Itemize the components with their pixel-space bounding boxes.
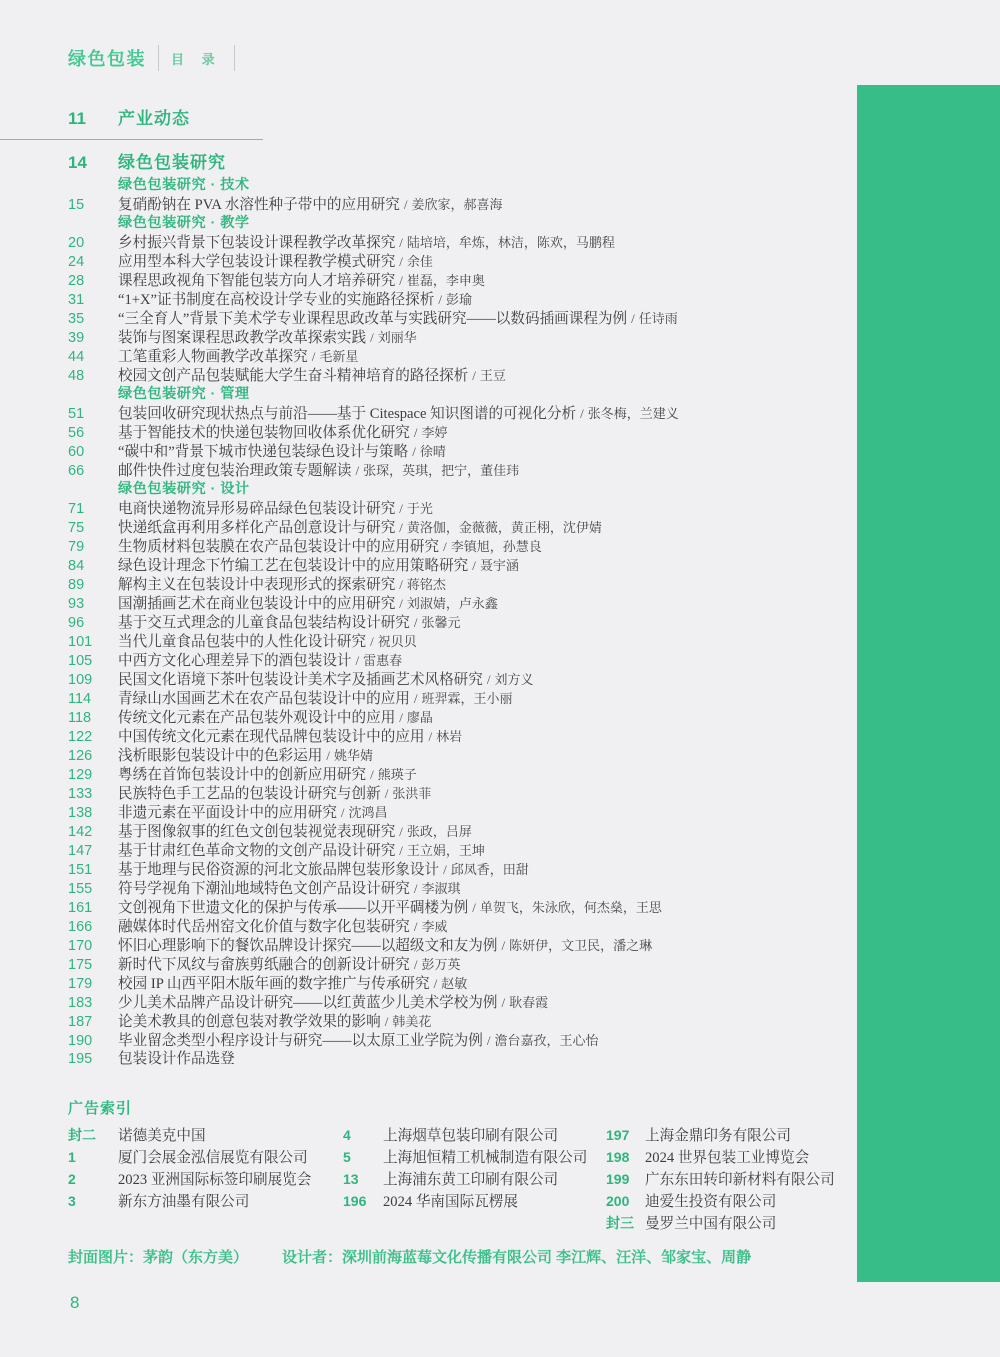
title-author-separator: / xyxy=(486,672,491,687)
toc-entry-authors: 彭万英 xyxy=(421,957,461,972)
toc-entry-authors: 班羿霖，王小丽 xyxy=(421,691,513,706)
toc-entry-authors: 廖晶 xyxy=(406,710,433,725)
toc-entry-authors: 李镇旭，孙慧良 xyxy=(450,539,542,554)
title-author-separator: / xyxy=(399,273,403,288)
toc-entry-authors: 李婷 xyxy=(421,425,448,440)
toc-category-label: 绿色包装研究 · 教学 xyxy=(118,215,250,231)
toc-page-number: 66 xyxy=(68,463,85,479)
title-author-separator: / xyxy=(311,349,316,364)
toc-entry-authors: 毛新星 xyxy=(319,349,359,364)
title-author-separator: / xyxy=(472,900,476,915)
toc-entry-title: 工笔重彩人物画教学改革探究 xyxy=(118,349,308,365)
ad-company-name: 2024 世界包装工业博览会 xyxy=(645,1150,810,1166)
toc-entry-authors: 任诗雨 xyxy=(638,311,678,326)
toc-entry xyxy=(68,423,848,442)
toc-entry xyxy=(68,404,848,423)
toc-entry-title: 少儿美术品牌产品设计研究——以红黄蓝少儿美术学校为例 xyxy=(118,995,498,1011)
title-author-separator: / xyxy=(399,501,403,516)
title-author-separator: / xyxy=(399,824,403,839)
ad-index-entry xyxy=(68,1190,311,1212)
toc-entry-title: 快递纸盒再利用多样化产品创意设计与研究 xyxy=(118,520,396,536)
toc-page-number: 118 xyxy=(68,710,92,726)
toc-entry-authors: 王立娟，王坤 xyxy=(406,843,485,858)
toc-entry xyxy=(68,784,848,803)
toc-page-number: 101 xyxy=(68,634,93,650)
toc-entry xyxy=(68,879,848,898)
toc-entry xyxy=(68,252,848,271)
toc-entry xyxy=(68,613,848,632)
toc-entry-authors: 张冬梅，兰建义 xyxy=(587,406,679,421)
toc-entry-title: 符号学视角下潮汕地域特色文创产品设计研究 xyxy=(118,881,410,897)
toc-entry xyxy=(68,651,848,670)
toc-entry xyxy=(68,461,848,480)
toc-entry xyxy=(68,271,848,290)
toc-entry-title: 课程思政视角下智能包装方向人才培养研究 xyxy=(118,273,396,289)
ad-index-entry xyxy=(68,1146,311,1168)
toc-entry-title: 基于智能技术的快递包装物回收体系优化研究 xyxy=(118,425,410,441)
toc-page-number: 155 xyxy=(68,881,93,897)
title-author-separator: / xyxy=(340,805,345,820)
toc-entry-title: 包装回收研究现状热点与前沿——基于 Citespace 知识图谱的可视化分析 xyxy=(118,406,577,422)
title-author-separator: / xyxy=(580,406,584,421)
toc-entry xyxy=(68,309,848,328)
toc-entry xyxy=(68,518,848,537)
toc-page-number: 31 xyxy=(68,292,85,308)
toc-entry-authors: 陆培培，牟炼，林洁，陈欢，马鹏程 xyxy=(406,235,615,250)
toc-entry xyxy=(68,917,848,936)
toc-entry-title: 青绿山水国画艺术在农产品包装设计中的应用 xyxy=(118,691,410,707)
title-author-separator: / xyxy=(370,330,374,345)
toc-entry-title: 国潮插画艺术在商业包装设计中的应用研究 xyxy=(118,596,396,612)
ad-company-name: 上海浦东黄工印刷有限公司 xyxy=(383,1172,559,1188)
toc-entry xyxy=(68,974,848,993)
title-author-separator: / xyxy=(501,938,506,953)
toc-entry-title: 粤绣在首饰包装设计中的创新应用研究 xyxy=(118,767,367,783)
toc-entry-title: 浅析眼影包装设计中的色彩运用 xyxy=(118,748,323,764)
ad-page-number: 198 xyxy=(606,1149,630,1165)
toc-entry-title: 中国传统文化元素在现代品牌包装设计中的应用 xyxy=(118,729,425,745)
toc-label: 目 录 xyxy=(171,51,222,67)
toc-category-label: 绿色包装研究 · 管理 xyxy=(118,386,250,402)
toc-page-number: 79 xyxy=(68,539,85,555)
toc-section-title: 绿色包装研究 xyxy=(118,153,226,172)
toc-entry xyxy=(68,556,848,575)
toc-entry-title: 复硝酚钠在 PVA 水溶性种子带中的应用研究 xyxy=(118,197,400,213)
toc-entry xyxy=(68,746,848,765)
toc-entry-authors: 张馨元 xyxy=(421,615,461,630)
toc-category-label: 绿色包装研究 · 设计 xyxy=(118,481,250,497)
toc-page-number: 166 xyxy=(68,919,93,935)
toc-entry-authors: 刘方义 xyxy=(494,672,534,687)
toc-entry xyxy=(68,195,848,214)
toc-entry xyxy=(68,708,848,727)
toc-entry xyxy=(68,670,848,689)
toc-entry-title: 论美术教具的创意包装对教学效果的影响 xyxy=(118,1014,381,1030)
green-accent-block xyxy=(857,85,1000,1282)
toc-page-number: 183 xyxy=(68,995,93,1011)
toc-category-label: 绿色包装研究 · 技术 xyxy=(118,177,250,193)
toc-entry-authors: 余佳 xyxy=(406,254,433,269)
toc-entry-authors: 姜欣家，郝喜海 xyxy=(411,197,503,212)
title-author-separator: / xyxy=(631,311,635,326)
toc-page-number: 138 xyxy=(68,805,93,821)
title-author-separator: / xyxy=(486,1033,491,1048)
title-author-separator: / xyxy=(355,653,360,668)
toc-entry xyxy=(68,442,848,461)
toc-page-number: 39 xyxy=(68,330,85,346)
toc-entry-authors: 熊瑛子 xyxy=(377,767,417,782)
ad-index-column-2 xyxy=(343,1124,587,1212)
page-number: 8 xyxy=(70,1293,80,1312)
title-author-separator: / xyxy=(413,691,418,706)
toc-page-number: 35 xyxy=(68,311,85,327)
toc-entry-title: 怀旧心理影响下的餐饮品牌设计探究——以超级文和友为例 xyxy=(118,938,498,954)
toc-entry-title: 毕业留念类型小程序设计与研究——以太原工业学院为例 xyxy=(118,1033,483,1049)
toc-page-number: 105 xyxy=(68,653,93,669)
toc-entry-authors: 澹台嘉孜，王心怡 xyxy=(494,1033,599,1048)
toc-page-number: 109 xyxy=(68,672,93,688)
title-author-separator: / xyxy=(413,615,418,630)
toc-entry xyxy=(68,499,848,518)
toc-page-number: 84 xyxy=(68,558,85,574)
toc-entry-title: 应用型本科大学包装设计课程教学模式研究 xyxy=(118,254,396,270)
cover-credit: 封面图片：茅韵（东方美） xyxy=(68,1249,249,1266)
ad-index-entry xyxy=(606,1168,835,1190)
ad-index-entry xyxy=(68,1124,311,1146)
toc-page-number: 151 xyxy=(68,862,93,878)
toc-entry xyxy=(68,689,848,708)
ad-company-name: 广东东田转印新材料有限公司 xyxy=(645,1172,835,1188)
toc-entry xyxy=(68,347,848,366)
title-author-separator: / xyxy=(399,235,403,250)
toc-entry-authors: 黄洛伽，金薇薇，黄正栩，沈伊婧 xyxy=(406,520,602,535)
ad-company-name: 曼罗兰中国有限公司 xyxy=(645,1216,777,1232)
toc-page-number: 129 xyxy=(68,767,93,783)
toc-entry-authors: 张洪菲 xyxy=(392,786,432,801)
ad-company-name: 上海旭恒精工机械制造有限公司 xyxy=(383,1150,588,1166)
toc-page-number: 89 xyxy=(68,577,85,593)
title-author-separator: / xyxy=(443,862,447,877)
toc-entry-title: 电商快递物流异形易碎品绿色包装设计研究 xyxy=(118,501,396,517)
title-author-separator: / xyxy=(403,197,408,212)
toc-page-number: 187 xyxy=(68,1014,93,1030)
toc-entry xyxy=(68,1012,848,1031)
toc-entry-authors: 张政，吕屏 xyxy=(406,824,472,839)
toc-entry-authors: 沈鸿昌 xyxy=(348,805,388,820)
toc-page-number: 142 xyxy=(68,824,93,840)
toc-entry-authors: 崔磊，李申奥 xyxy=(406,273,485,288)
toc-entry-title: “三全育人”背景下美术学专业课程思政改革与实践研究——以数码插画课程为例 xyxy=(118,311,628,327)
toc-entry xyxy=(68,803,848,822)
toc-entry xyxy=(68,898,848,917)
ad-index-entry xyxy=(68,1168,311,1190)
toc-entry xyxy=(68,328,848,347)
toc-page-number: 60 xyxy=(68,444,85,460)
toc-entry xyxy=(68,727,848,746)
toc-page-number: 28 xyxy=(68,273,85,289)
ad-page-number: 1 xyxy=(68,1149,76,1165)
toc-entry-authors: 赵敏 xyxy=(441,976,468,991)
header-divider xyxy=(234,45,235,71)
ad-index-entry xyxy=(343,1146,587,1168)
toc-page-number: 96 xyxy=(68,615,85,631)
toc-entry xyxy=(68,1050,848,1069)
ad-company-name: 2023 亚洲国际标签印刷展览会 xyxy=(118,1172,312,1188)
ad-company-name: 新东方油墨有限公司 xyxy=(118,1194,250,1210)
toc-page-number: 56 xyxy=(68,425,85,441)
designer-credit: 设计者：深圳前海蓝莓文化传播有限公司 李江辉、汪洋、邹家宝、周静 xyxy=(282,1249,752,1266)
ad-page-number: 封二 xyxy=(68,1127,96,1143)
toc-entry-title: 校园 IP 山西平阳木版年画的数字推广与传承研究 xyxy=(118,976,430,992)
toc-entry-authors: 王豆 xyxy=(479,368,506,383)
toc-page-number: 190 xyxy=(68,1033,93,1049)
title-author-separator: / xyxy=(413,881,418,896)
ad-index-column-3 xyxy=(606,1124,835,1234)
title-author-separator: / xyxy=(472,368,476,383)
toc-entry-title: 非遗元素在平面设计中的应用研究 xyxy=(118,805,337,821)
title-author-separator: / xyxy=(399,596,403,611)
toc-entry xyxy=(68,290,848,309)
toc-entry xyxy=(68,955,848,974)
ad-company-name: 上海金鼎印务有限公司 xyxy=(645,1128,791,1144)
toc-entry-title: 生物质材料包装膜在农产品包装设计中的应用研究 xyxy=(118,539,440,555)
toc-page-number: 20 xyxy=(68,235,85,251)
toc-section-heading xyxy=(68,106,848,132)
toc-entry xyxy=(68,1031,848,1050)
toc-entry-authors: 刘丽华 xyxy=(377,330,417,345)
toc-page-number: 48 xyxy=(68,368,85,384)
ad-company-name: 2024 华南国际瓦楞展 xyxy=(383,1194,518,1210)
toc-entry-title: 融媒体时代岳州窑文化价值与数字化包装研究 xyxy=(118,919,410,935)
toc-page-number: 195 xyxy=(68,1051,93,1067)
toc-section-title: 产业动态 xyxy=(118,109,190,128)
toc-page-number: 114 xyxy=(68,691,92,707)
toc-entry-title: 当代儿童食品包装中的人性化设计研究 xyxy=(118,634,367,650)
toc-entry-authors: 蒋铭杰 xyxy=(406,577,446,592)
toc-entry-authors: 姚华婧 xyxy=(333,748,373,763)
ad-page-number: 197 xyxy=(606,1127,630,1143)
toc-entry xyxy=(68,233,848,252)
toc-entry-authors: 彭瑜 xyxy=(445,292,472,307)
toc-entry xyxy=(68,822,848,841)
toc-entry-title: 新时代下凤纹与畲族剪纸融合的创新设计研究 xyxy=(118,957,410,973)
toc-entry-title: 乡村振兴背景下包装设计课程教学改革探究 xyxy=(118,235,396,251)
toc-entry-title: 校园文创产品包装赋能大学生奋斗精神培育的路径探析 xyxy=(118,368,469,384)
title-author-separator: / xyxy=(433,976,438,991)
ad-page-number: 13 xyxy=(343,1171,359,1187)
toc-entry-title: 绿色设计理念下竹编工艺在包装设计中的应用策略研究 xyxy=(118,558,469,574)
ad-page-number: 4 xyxy=(343,1127,351,1143)
title-author-separator: / xyxy=(399,843,403,858)
toc-entry-title: 包装设计作品选登 xyxy=(118,1051,235,1067)
toc-entry-authors: 林岩 xyxy=(436,729,463,744)
toc-page-number: 126 xyxy=(68,748,93,764)
title-author-separator: / xyxy=(355,463,360,478)
header-divider xyxy=(158,45,159,71)
title-author-separator: / xyxy=(399,520,403,535)
toc-page-number: 133 xyxy=(68,786,93,802)
ad-page-number: 196 xyxy=(343,1193,367,1209)
page-header xyxy=(68,45,247,71)
toc-page-number: 93 xyxy=(68,596,85,612)
toc-entry-title: 文创视角下世遗文化的保护与传承——以开平碉楼为例 xyxy=(118,900,469,916)
toc-entry-authors: 于光 xyxy=(406,501,433,516)
toc-entry-title: “碳中和”背景下城市快递包装绿色设计与策略 xyxy=(118,444,409,460)
toc-entry-authors: 李淑琪 xyxy=(421,881,461,896)
toc-entry-title: 基于甘肃红色革命文物的文创产品设计研究 xyxy=(118,843,396,859)
toc-entry xyxy=(68,936,848,955)
toc-entry-title: 传统文化元素在产品包装外观设计中的应用 xyxy=(118,710,396,726)
toc-entry xyxy=(68,632,848,651)
ad-company-name: 诺德美克中国 xyxy=(118,1128,206,1144)
ad-page-number: 封三 xyxy=(606,1215,634,1231)
toc-page-number: 75 xyxy=(68,520,85,536)
title-author-separator: / xyxy=(412,444,416,459)
credits-footer xyxy=(68,1246,751,1267)
toc-entry-title: 民国文化语境下茶叶包装设计美术字及插画艺术风格研究 xyxy=(118,672,483,688)
toc-entry xyxy=(68,860,848,879)
toc-page-number: 179 xyxy=(68,976,93,992)
title-author-separator: / xyxy=(399,254,403,269)
toc-page-number: 175 xyxy=(68,957,93,973)
toc-entry xyxy=(68,765,848,784)
ad-index-entry xyxy=(606,1146,835,1168)
toc-entry-title: 装饰与图案课程思政教学改革探索实践 xyxy=(118,330,367,346)
toc-section-heading xyxy=(68,150,848,176)
toc-page-number: 14 xyxy=(68,153,87,172)
toc-page-number: 24 xyxy=(68,254,85,270)
toc-page-number: 15 xyxy=(68,197,85,213)
ad-index-entry xyxy=(343,1190,587,1212)
title-author-separator: / xyxy=(384,1014,389,1029)
ad-index-entry xyxy=(606,1124,835,1146)
title-author-separator: / xyxy=(472,558,476,573)
ad-page-number: 3 xyxy=(68,1193,76,1209)
toc-page-number: 44 xyxy=(68,349,85,365)
ad-page-number: 199 xyxy=(606,1171,630,1187)
toc-entry-title: 解构主义在包装设计中表现形式的探索研究 xyxy=(118,577,396,593)
toc-entry-title: 邮件快件过度包装治理政策专题解读 xyxy=(118,463,352,479)
toc-entry xyxy=(68,594,848,613)
ad-page-number: 5 xyxy=(343,1149,351,1165)
ad-company-name: 厦门会展金泓信展览有限公司 xyxy=(118,1150,308,1166)
toc-entry-authors: 聂宇涵 xyxy=(479,558,519,573)
ad-company-name: 迪爱生投资有限公司 xyxy=(645,1194,777,1210)
toc-page-number: 170 xyxy=(68,938,93,954)
ad-company-name: 上海烟草包装印刷有限公司 xyxy=(383,1128,559,1144)
title-author-separator: / xyxy=(413,425,418,440)
toc-entry-authors: 李威 xyxy=(421,919,448,934)
toc-entry xyxy=(68,366,848,385)
title-author-separator: / xyxy=(399,577,403,592)
ad-index-entry xyxy=(606,1190,835,1212)
toc-entry-title: 民族特色手工艺品的包装设计研究与创新 xyxy=(118,786,381,802)
title-author-separator: / xyxy=(428,729,433,744)
toc-entry-authors: 张琛，英琪，把宁，董佳玮 xyxy=(363,463,520,478)
title-author-separator: / xyxy=(413,919,418,934)
ad-index-entry xyxy=(343,1168,587,1190)
toc-entry-authors: 韩美花 xyxy=(392,1014,432,1029)
ad-index-title: 广告索引 xyxy=(68,1100,133,1117)
toc-entry-authors: 陈妍伊，文卫民，潘之琳 xyxy=(509,938,653,953)
toc-entry xyxy=(68,575,848,594)
toc-entry-title: 中西方文化心理差异下的酒包装设计 xyxy=(118,653,352,669)
title-author-separator: / xyxy=(413,957,418,972)
toc-page-number: 71 xyxy=(68,501,85,517)
title-author-separator: / xyxy=(370,767,374,782)
toc-page-number: 11 xyxy=(68,109,86,128)
title-author-separator: / xyxy=(501,995,506,1010)
toc-entry-authors: 徐晴 xyxy=(419,444,446,459)
toc-entry-title: 基于交互式理念的儿童食品包装结构设计研究 xyxy=(118,615,410,631)
toc-entry-authors: 耿春霞 xyxy=(509,995,549,1010)
title-author-separator: / xyxy=(438,292,442,307)
title-author-separator: / xyxy=(370,634,374,649)
title-author-separator: / xyxy=(384,786,389,801)
toc-entry xyxy=(68,993,848,1012)
toc-entry-title: “1+X”证书制度在高校设计学专业的实施路径探析 xyxy=(118,292,435,308)
title-author-separator: / xyxy=(399,710,403,725)
toc-entry-authors: 刘淑婧，卢永鑫 xyxy=(406,596,498,611)
toc-entry-title: 基于图像叙事的红色文创包装视觉表现研究 xyxy=(118,824,396,840)
ad-index-entry xyxy=(343,1124,587,1146)
toc-entry-authors: 单贺飞，朱泳欣，何杰燊，王思 xyxy=(479,900,662,915)
toc-entry xyxy=(68,841,848,860)
toc-entry-authors: 雷惠春 xyxy=(363,653,403,668)
ad-page-number: 2 xyxy=(68,1171,76,1187)
magazine-logo: 绿色包装 xyxy=(68,49,146,69)
toc-entry-authors: 邱凤香，田甜 xyxy=(450,862,529,877)
toc-entry xyxy=(68,537,848,556)
title-author-separator: / xyxy=(326,748,330,763)
ad-page-number: 200 xyxy=(606,1193,630,1209)
ad-index-column-1 xyxy=(68,1124,311,1212)
toc-entry-authors: 祝贝贝 xyxy=(377,634,417,649)
title-author-separator: / xyxy=(443,539,447,554)
toc-page-number: 161 xyxy=(68,900,93,916)
toc-entry-title: 基于地理与民俗资源的河北文旅品牌包装形象设计 xyxy=(118,862,440,878)
toc-list xyxy=(68,106,848,1069)
ad-index-entry xyxy=(606,1212,835,1234)
toc-page-number: 51 xyxy=(68,406,85,422)
toc-page-number: 147 xyxy=(68,843,93,859)
toc-page-number: 122 xyxy=(68,729,93,745)
